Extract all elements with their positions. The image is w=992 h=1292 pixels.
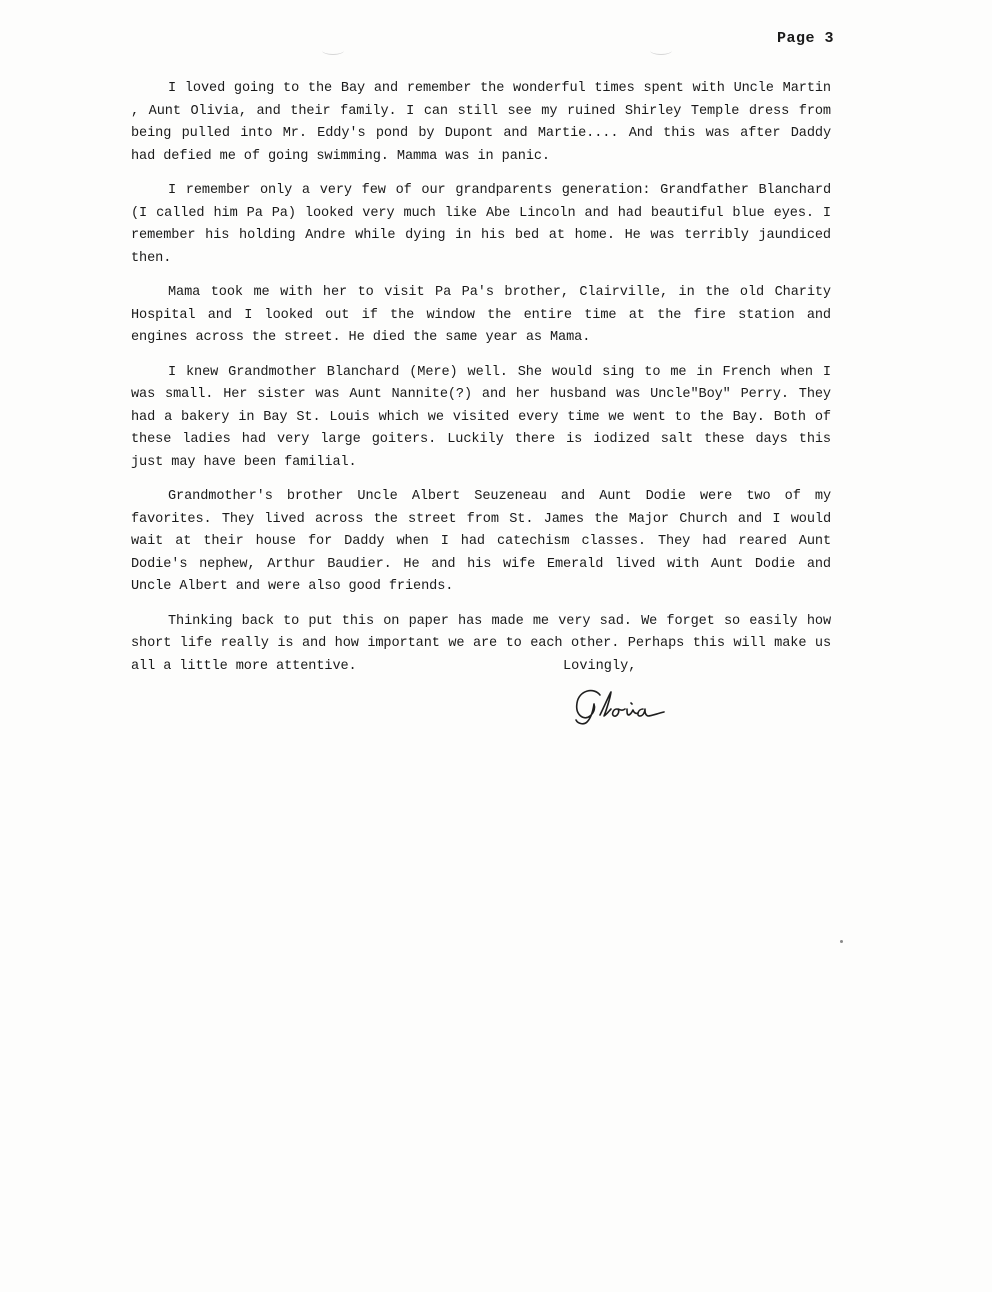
closing: Lovingly, xyxy=(563,659,637,674)
paragraph: I remember only a very few of our grandparents generation: Grandfather Blanchard (I called him Pa Pa) looked very much like Abe Lincoln and had beautiful blue eyes. I remember his holding Andre while dying in his bed at home. He was terribly jaundiced then. xyxy=(131,183,831,266)
scan-mark xyxy=(322,46,344,55)
scan-mark xyxy=(650,46,672,55)
signature xyxy=(570,685,680,730)
paragraph: Thinking back to put this on paper has made me very sad. We forget so easily how short life really is and how important we are to each other. Perhaps this will make us all a little more attentive. xyxy=(131,613,831,674)
page-number: Page 3 xyxy=(777,30,835,47)
paragraph: I loved going to the Bay and remember the wonderful times spent with Uncle Martin , Aunt Olivia, and their family. I can still see my ruined Shirley Temple dress from being pulled into Mr. Eddy's pond by Dupont and Martie.... And this was after Daddy had defied me of going swimming. Mamma was in panic. xyxy=(131,81,831,164)
letter-body xyxy=(131,78,831,690)
paragraph: I knew Grandmother Blanchard (Mere) well. She would sing to me in French when I was small. Her sister was Aunt Nannite(?) and her husband was Uncle"Boy" Perry. They had a bakery in Bay St. Louis which we visited every time we went to the Bay. Both of these ladies had very large goiters. Luckily there is iodized salt these days this just may have been familial. xyxy=(131,364,831,470)
paragraph: Grandmother's brother Uncle Albert Seuzeneau and Aunt Dodie were two of my favorites. They lived across the street from St. James the Major Church and I would wait at their house for Daddy when I had catechism classes. They had reared Aunt Dodie's nephew, Arthur Baudier. He and his wife Emerald lived with Aunt Dodie and Uncle Albert and were also good friends. xyxy=(131,489,831,594)
scan-speck xyxy=(840,940,843,943)
paragraph: Mama took me with her to visit Pa Pa's brother, Clairville, in the old Charity Hospital and I looked out if the window the entire time at the fire station and engines across the street. He died the same year as Mama. xyxy=(131,285,831,345)
